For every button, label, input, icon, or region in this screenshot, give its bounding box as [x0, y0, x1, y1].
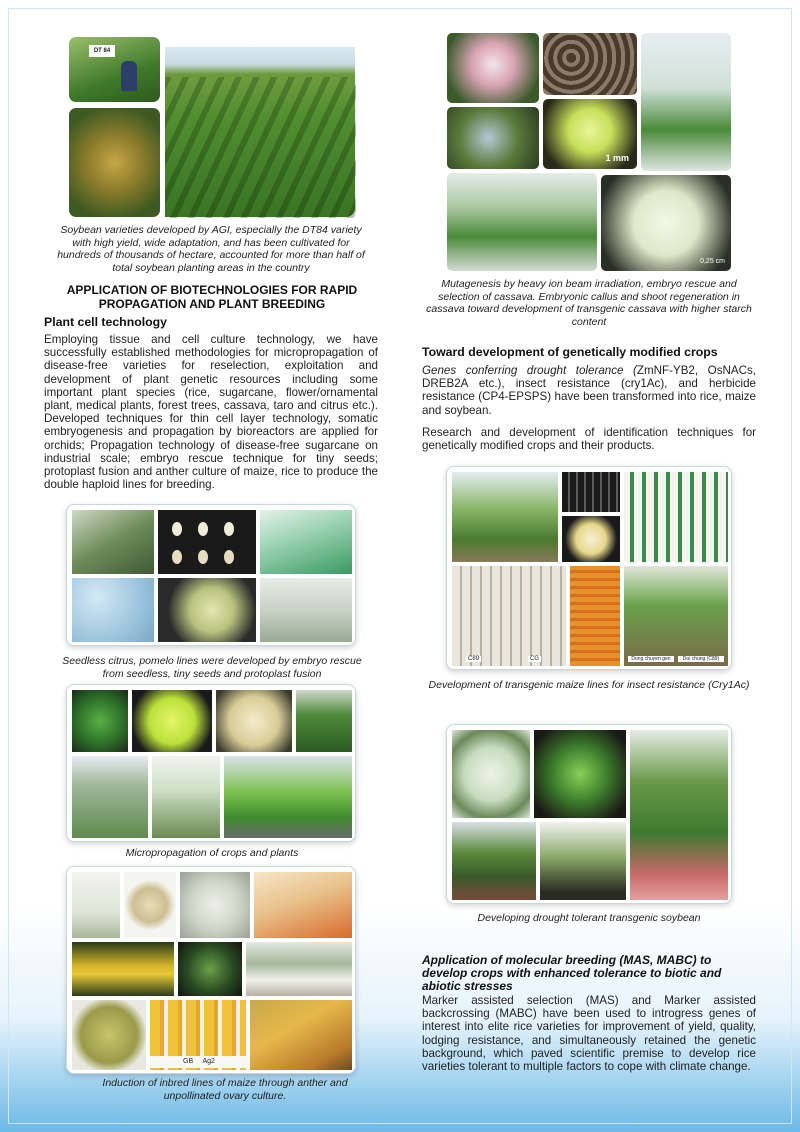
micropropagation-photo — [66, 684, 356, 842]
citrus-callus-tile — [157, 577, 257, 643]
soy-pots-tile — [539, 821, 627, 901]
soy-pods-tile — [629, 729, 729, 901]
soybean-pods-tile — [68, 107, 161, 218]
mas-text: Marker assisted selection (MAS) and Marker assisted backcrossing (MABC) have been used to introgress genes of interest into elite rice varieties for improvement of yield, quality, lodging resistance, and simultaneously retained the genetic background, which paved scientific premise to develop rice varieties tolerant to multiple factors to cope with climate change. — [422, 994, 756, 1074]
citrus-caption: Seedless citrus, pomelo lines were developed by embryo rescue from seedless, tiny seeds and protoplast fusion — [62, 655, 362, 680]
gm-text-2: Research and development of identification techniques for genetically modified crops and their products. — [422, 426, 756, 453]
maize-plantlets-tile — [177, 941, 243, 997]
maize-harvest-tile — [249, 999, 353, 1071]
label-control: Doi chung (C89) — [678, 656, 724, 662]
micro-flasks-tile — [223, 755, 353, 839]
maize-seeds-tile — [71, 999, 147, 1071]
soy-shoot-tile — [533, 729, 627, 819]
field-rows — [165, 77, 356, 218]
label-transgenic: Dong chuyen gen — [628, 656, 674, 662]
citrus-photo — [66, 504, 356, 646]
cassava-shoots-tile — [446, 172, 598, 272]
maize-ear-tile — [71, 941, 175, 997]
citrus-plantlet-tile — [259, 509, 353, 575]
soybean-farmer-tile — [68, 36, 161, 103]
soy-petri-tile — [451, 729, 531, 819]
maize-cob-labels — [150, 1056, 248, 1068]
farmer-figure — [121, 61, 137, 91]
soy-greenhouse-tile — [451, 821, 537, 901]
maize-callus-tile — [253, 871, 353, 939]
maize-induction-caption: Induction of inbred lines of maize through anther and unpollinated ovary culture. — [102, 1077, 348, 1102]
gm-text-1-prefix: Genes conferring drought tolerance ( — [422, 364, 637, 377]
maize-label-ag2: Ag2 — [202, 1058, 215, 1065]
soybean-photo — [68, 36, 356, 218]
mas-heading: Application of molecular breeding (MAS, MABC) to develop crops with enhanced tolerance to biotic and abiotic stresses — [422, 953, 722, 993]
drought-soybean-caption: Developing drought tolerant transgenic soybean — [477, 912, 701, 924]
maize-label-gb: GB — [183, 1058, 194, 1065]
label-cg: CG — [530, 656, 539, 662]
field-plants-tile — [623, 565, 729, 667]
cassava-flower-tile — [446, 32, 540, 104]
maize-dish-tile — [123, 871, 177, 939]
citrus-tree-tile — [71, 509, 155, 575]
micropropagation-caption: Micropropagation of crops and plants — [125, 847, 299, 859]
dt84-sign: DT 84 — [89, 45, 115, 57]
gm-text-1-rest: ZmNF-YB2, OsNACs, DREB2A etc.), insect resistance (cry1Ac), and herbicide resistance (CP4-EPSPS) have been transformed into rice, maize and soybean. — [422, 364, 756, 417]
micro-shoots-tile — [71, 689, 129, 753]
maize-cob-tile — [569, 565, 621, 667]
cassava-photo — [446, 32, 732, 272]
section-title: APPLICATION OF BIOTECHNOLOGIES FOR RAPID PROPAGATION AND PLANT BREEDING — [66, 283, 358, 311]
soybean-field-tile — [164, 46, 356, 218]
micro-bioreactor-tile — [295, 689, 353, 753]
micro-tubes-tile — [151, 755, 221, 839]
cassava-embryo-tile — [640, 32, 732, 172]
maize-tube-tile — [71, 871, 121, 939]
plant-cell-heading: Plant cell technology — [44, 315, 167, 329]
stalks-tile — [451, 565, 567, 667]
drought-soybean-photo — [446, 724, 732, 904]
micro-callus-green-tile — [131, 689, 213, 753]
test-strips-tile — [623, 471, 729, 563]
micro-callus-white-tile — [215, 689, 293, 753]
cassava-callus-tile — [542, 98, 638, 170]
soybean-caption: Soybean varieties developed by AGI, especially the DT84 variety with high yield, wide adaptation, and has been cultivated for hundreds of thousands of hectare, accounted for more than half of total soybean planting areas in the country — [57, 224, 365, 274]
citrus-flask-tile — [259, 577, 353, 643]
cassava-caption: Mutagenesis by heavy ion beam irradiation, embryo rescue and selection of cassava. Embryonic callus and shoot regeneration in cassava toward development of transgenic cassava with higher starch content — [426, 278, 752, 328]
citrus-seeds-tile — [157, 509, 257, 575]
maize-induction-photo — [66, 866, 356, 1074]
cassava-fruit-tile — [446, 106, 540, 170]
greenhouse-tile — [451, 471, 559, 563]
scale-025cm: 0,25 cm — [700, 258, 725, 265]
maize-pots-tile — [245, 941, 353, 997]
gm-text-1 — [422, 364, 756, 417]
protoplast-tile — [71, 577, 155, 643]
cassava-embryonic-callus-tile — [600, 174, 732, 272]
seed-dish-tile — [561, 515, 621, 563]
gel-tile — [561, 471, 621, 513]
transgenic-maize-photo — [446, 466, 732, 670]
micro-rice-tile — [71, 755, 149, 839]
transgenic-maize-caption: Development of transgenic maize lines for insect resistance (Cry1Ac) — [428, 679, 750, 691]
gm-heading: Toward development of genetically modified crops — [422, 345, 718, 359]
maize-petri-tile — [179, 871, 251, 939]
plant-cell-text: Employing tissue and cell culture technology, we have successfully established methodologies for micropropagation of disease-free varieties for reselection, exploitation and development of plant genetic resources including some important plant species (rice, sugarcane, flower/ornamental plant, medical plants, forest trees, cassava, taro and citrus etc.). Developed techniques for thin cell layer technology, somatic embryogenesis and propagation by bioreactors are applied for orchids; Propagation technology of disease-free sugarcane on industrial scale; embryo rescue technique for tiny seeds; protoplast fusion and anther culture of maize, rice to produce the double haploid lines for breeding. — [44, 333, 378, 492]
label-c89: C89 — [468, 656, 480, 662]
scale-1mm: 1 mm — [605, 153, 629, 163]
maize-cobs-tile — [149, 999, 247, 1071]
cassava-seeds-tile — [542, 32, 638, 96]
